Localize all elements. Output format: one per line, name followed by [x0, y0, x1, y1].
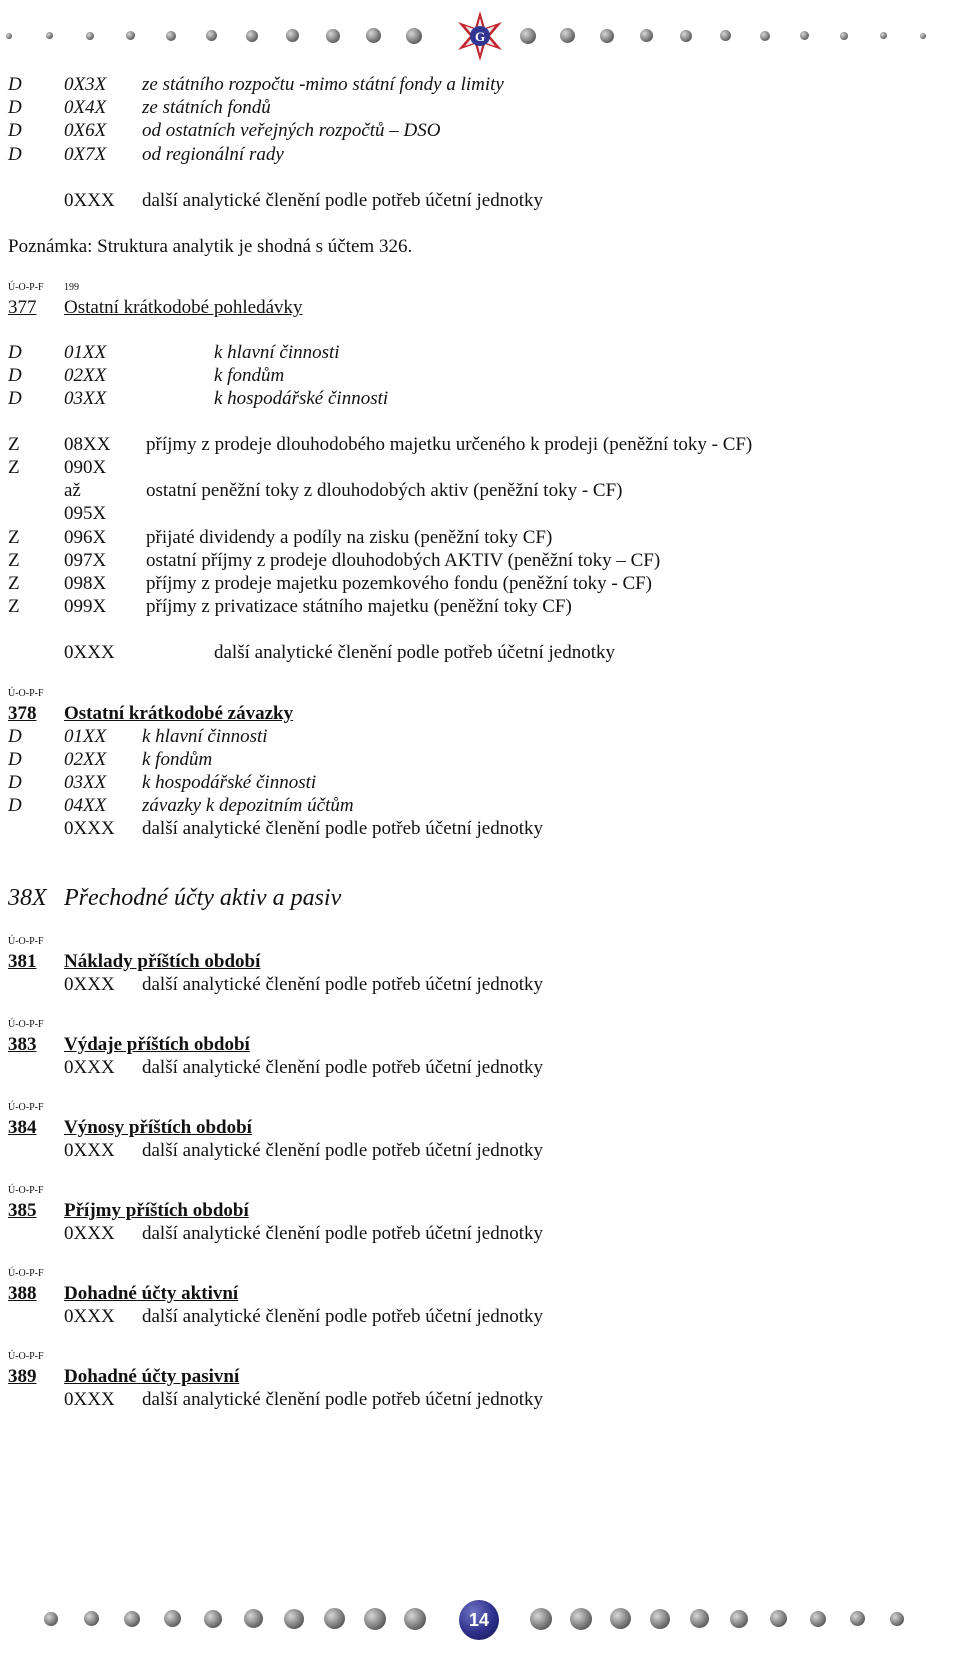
side-label: D [8, 342, 22, 363]
account-title: Náklady příštích období [64, 951, 261, 972]
account-code: 090X [64, 457, 107, 478]
bullet-dot-icon [284, 1609, 304, 1629]
side-label: D [8, 749, 22, 770]
account-description: od ostatních veřejných rozpočtů – DSO [142, 120, 441, 141]
section-tag: Ú-O-P-F [8, 1102, 44, 1113]
account-code: 095X [64, 503, 107, 524]
section-tag: Ú-O-P-F [8, 1351, 44, 1362]
account-description: k hospodářské činnosti [214, 388, 389, 409]
bullet-dot-icon [124, 1611, 140, 1627]
section-ref: 199 [64, 282, 79, 293]
account-description: k fondům [142, 749, 213, 770]
account-code: 08XX [64, 434, 111, 455]
bullet-dot-icon [800, 31, 809, 40]
bullet-dot-icon [244, 1609, 263, 1628]
bullet-dot-icon [640, 29, 653, 42]
bullet-dot-icon [850, 1611, 865, 1626]
bullet-dot-icon [44, 1612, 58, 1626]
bullet-dot-icon [46, 32, 53, 39]
account-code: 0XXX [64, 1306, 115, 1327]
svg-text:G: G [474, 29, 486, 44]
bullet-dot-icon [86, 32, 94, 40]
account-description: další analytické členění podle potřeb účetní jednotky [142, 1306, 543, 1327]
account-description: příjmy z prodeje majetku pozemkového fondu (peněžní toky - CF) [146, 573, 653, 594]
bullet-dot-icon [204, 1610, 222, 1628]
bullet-dot-icon [720, 30, 731, 41]
account-number: 381 [8, 951, 37, 972]
account-code: až [64, 480, 81, 501]
bullet-dot-icon [520, 28, 536, 44]
side-label: D [8, 144, 22, 165]
bullet-dot-icon [890, 1612, 904, 1626]
account-description: další analytické členění podle potřeb účetní jednotky [142, 1140, 543, 1161]
side-label: D [8, 388, 22, 409]
account-description: ze státního rozpočtu -mimo státní fondy a limity [142, 74, 504, 95]
side-label: Z [8, 550, 20, 571]
account-number: 385 [8, 1200, 37, 1221]
account-code: 01XX [64, 726, 107, 747]
account-description: k fondům [214, 365, 285, 386]
bullet-dot-icon [650, 1609, 670, 1629]
bullet-dot-icon [600, 29, 614, 43]
account-code: 0X3X [64, 74, 107, 95]
account-title: Příjmy příštích období [64, 1200, 249, 1221]
bullet-dot-icon [880, 32, 887, 39]
bullet-dot-icon [246, 30, 258, 42]
account-title: Ostatní krátkodobé pohledávky [64, 297, 303, 318]
account-code: 0XXX [64, 642, 115, 663]
bullet-dot-icon [286, 29, 299, 42]
side-label: D [8, 120, 22, 141]
account-title: Výnosy příštích období [64, 1117, 252, 1138]
page-number-badge: 14 [459, 1600, 499, 1640]
group-code: 38X [8, 885, 47, 911]
bullet-dot-icon [810, 1611, 826, 1627]
section-tag: Ú-O-P-F [8, 688, 44, 699]
bullet-dot-icon [560, 28, 575, 43]
account-description: další analytické členění podle potřeb účetní jednotky [142, 1057, 543, 1078]
account-code: 0X6X [64, 120, 107, 141]
bullet-dot-icon [610, 1608, 631, 1629]
section-tag: Ú-O-P-F [8, 1268, 44, 1279]
bullet-dot-icon [126, 31, 135, 40]
account-code: 0X4X [64, 97, 107, 118]
side-label: D [8, 726, 22, 747]
side-label: Z [8, 573, 20, 594]
account-title: Výdaje příštích období [64, 1034, 250, 1055]
account-description: další analytické členění podle potřeb účetní jednotky [142, 1389, 543, 1410]
section-tag: Ú-O-P-F [8, 936, 44, 947]
bullet-dot-icon [690, 1609, 709, 1628]
account-code: 0XXX [64, 190, 115, 211]
side-label: Z [8, 527, 20, 548]
account-number: 378 [8, 703, 37, 724]
account-number: 388 [8, 1283, 37, 1304]
bullet-dot-icon [406, 28, 422, 44]
bullet-dot-icon [680, 30, 692, 42]
bullet-dot-icon [404, 1608, 426, 1630]
section-tag: Ú-O-P-F [8, 282, 44, 293]
side-label: D [8, 74, 22, 95]
account-code: 0XXX [64, 1140, 115, 1161]
section-tag: Ú-O-P-F [8, 1185, 44, 1196]
account-description: další analytické členění podle potřeb účetní jednotky [142, 190, 543, 211]
bullet-dot-icon [570, 1608, 592, 1630]
bullet-dot-icon [84, 1611, 99, 1626]
bullet-dot-icon [324, 1608, 345, 1629]
account-description: ze státních fondů [142, 97, 271, 118]
account-code: 01XX [64, 342, 107, 363]
account-description: ostatní příjmy z prodeje dlouhodobých AKTIV (peněžní toky – CF) [146, 550, 661, 571]
account-title: Dohadné účty pasivní [64, 1366, 240, 1387]
bullet-dot-icon [920, 33, 926, 39]
account-number: 377 [8, 297, 37, 318]
bullet-dot-icon [840, 32, 848, 40]
bullet-dot-icon [166, 31, 176, 41]
account-description: k hlavní činnosti [214, 342, 340, 363]
account-code: 0XXX [64, 974, 115, 995]
bullet-dot-icon [760, 31, 770, 41]
account-code: 0XXX [64, 818, 115, 839]
bullet-dot-icon [206, 30, 217, 41]
note-text: Poznámka: Struktura analytik je shodná s účtem 326. [8, 236, 413, 257]
account-title: Dohadné účty aktivní [64, 1283, 239, 1304]
account-description: další analytické členění podle potřeb účetní jednotky [214, 642, 615, 663]
account-code: 02XX [64, 749, 107, 770]
account-number: 383 [8, 1034, 37, 1055]
logo-icon [454, 10, 506, 62]
account-number: 384 [8, 1117, 37, 1138]
group-title: Přechodné účty aktiv a pasiv [64, 885, 342, 911]
account-description: příjmy z privatizace státního majetku (peněžní toky CF) [146, 596, 572, 617]
account-code: 0XXX [64, 1223, 115, 1244]
account-code: 04XX [64, 795, 107, 816]
account-description: příjmy z prodeje dlouhodobého majetku určeného k prodeji (peněžní toky - CF) [146, 434, 753, 455]
account-code: 096X [64, 527, 107, 548]
account-description: další analytické členění podle potřeb účetní jednotky [142, 974, 543, 995]
account-code: 099X [64, 596, 107, 617]
bullet-dot-icon [164, 1610, 181, 1627]
side-label: D [8, 365, 22, 386]
account-code: 02XX [64, 365, 107, 386]
account-title: Ostatní krátkodobé závazky [64, 703, 294, 724]
side-label: Z [8, 434, 20, 455]
account-description: k hospodářské činnosti [142, 772, 317, 793]
account-description: závazky k depozitním účtům [142, 795, 354, 816]
side-label: D [8, 772, 22, 793]
side-label: D [8, 97, 22, 118]
account-code: 03XX [64, 772, 107, 793]
account-description: od regionální rady [142, 144, 284, 165]
account-code: 03XX [64, 388, 107, 409]
account-description: ostatní peněžní toky z dlouhodobých aktiv (peněžní toky - CF) [146, 480, 623, 501]
account-code: 0X7X [64, 144, 107, 165]
section-tag: Ú-O-P-F [8, 1019, 44, 1030]
account-code: 0XXX [64, 1389, 115, 1410]
bullet-dot-icon [326, 29, 340, 43]
account-description: k hlavní činnosti [142, 726, 268, 747]
account-code: 0XXX [64, 1057, 115, 1078]
bullet-dot-icon [6, 33, 12, 39]
side-label: Z [8, 596, 20, 617]
account-code: 097X [64, 550, 107, 571]
bullet-dot-icon [770, 1610, 787, 1627]
account-description: přijaté dividendy a podíly na zisku (peněžní toky CF) [146, 527, 553, 548]
account-code: 098X [64, 573, 107, 594]
side-label: D [8, 795, 22, 816]
bullet-dot-icon [366, 28, 381, 43]
bullet-dot-icon [730, 1610, 748, 1628]
account-number: 389 [8, 1366, 37, 1387]
bullet-dot-icon [530, 1608, 552, 1630]
account-description: další analytické členění podle potřeb účetní jednotky [142, 818, 543, 839]
bullet-dot-icon [364, 1608, 386, 1630]
account-description: další analytické členění podle potřeb účetní jednotky [142, 1223, 543, 1244]
side-label: Z [8, 457, 20, 478]
